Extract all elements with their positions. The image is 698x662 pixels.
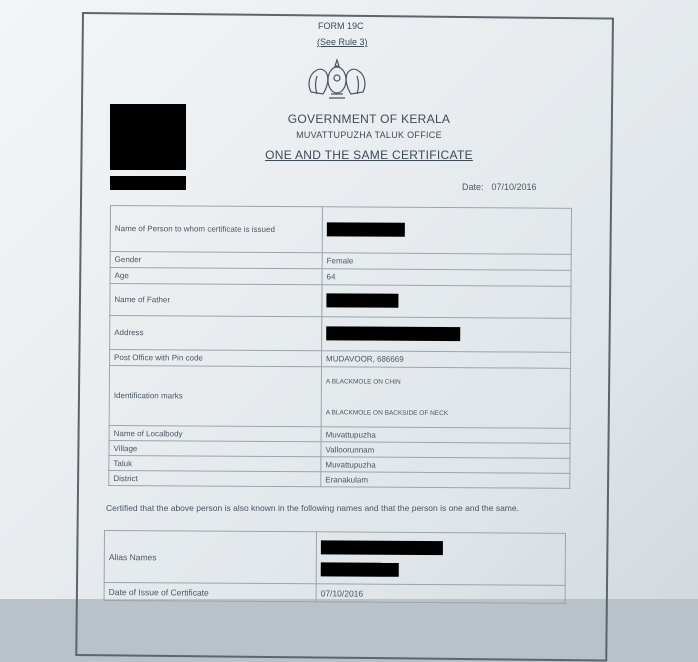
certification-statement: Certified that the above person is also known in the following names and that the person is one and the same. [106,503,519,513]
redacted-name [327,222,405,236]
issue-date-value: 07/10/2016 [316,584,565,604]
government-heading: GOVERNMENT OF KERALA [287,112,451,126]
district-label: District [109,470,321,486]
id-marks-label: Identification marks [109,366,321,427]
id-marks-value [321,367,570,429]
localbody-label: Name of Localbody [109,425,321,441]
date-label: Date: [462,182,484,192]
address-label: Address [110,316,322,351]
post-office-value: MUDAVOOR, 686669 [322,351,571,369]
details-table [108,205,572,489]
form-number: FORM 19C [318,21,364,31]
kerala-emblem-icon [305,54,369,104]
alias-table [104,530,566,604]
gender-value: Female [322,253,571,271]
alias-value [316,532,565,586]
issue-date [462,182,537,192]
table-row [110,284,571,319]
id-mark-2: A BLACKMOLE ON BACKSIDE OF NECK [325,408,449,417]
rule-reference: (See Rule 3) [317,37,368,47]
village-label: Village [109,440,321,456]
issue-date-label: Date of Issue of Certificate [104,583,316,602]
taluk-value: Muvattupuzha [321,457,570,474]
table-row [109,366,570,429]
name-value [322,207,571,255]
father-value [322,285,571,319]
alias-label: Alias Names [104,531,316,584]
redacted-father-name [326,293,398,307]
name-label: Name of Person to whom certificate is issued [110,206,322,253]
table-row [104,583,565,604]
district-value: Eranakulam [321,472,570,489]
date-value: 07/10/2016 [491,182,537,192]
redacted-alias-2 [321,562,399,576]
gender-label: Gender [110,252,322,269]
age-label: Age [110,268,322,285]
id-mark-1: A BLACKMOLE ON CHIN [325,377,401,386]
table-row [110,316,571,353]
post-office-label: Post Office with Pin code [110,350,322,367]
village-value: Valloorunnam [321,442,570,459]
table-row [109,470,570,488]
redacted-photo [110,104,186,170]
localbody-value: Muvattupuzha [321,427,570,444]
redacted-alias-1 [321,540,443,555]
table-row [104,531,565,586]
table-row [110,206,571,255]
office-name: MUVATTUPUZHA TALUK OFFICE [296,130,442,140]
age-value: 64 [322,269,571,287]
taluk-label: Taluk [109,455,321,471]
redacted-photo-caption [110,176,186,190]
redacted-address [326,326,460,341]
father-label: Name of Father [110,284,322,317]
address-value [322,317,571,353]
certificate-title: ONE AND THE SAME CERTIFICATE [265,148,473,162]
